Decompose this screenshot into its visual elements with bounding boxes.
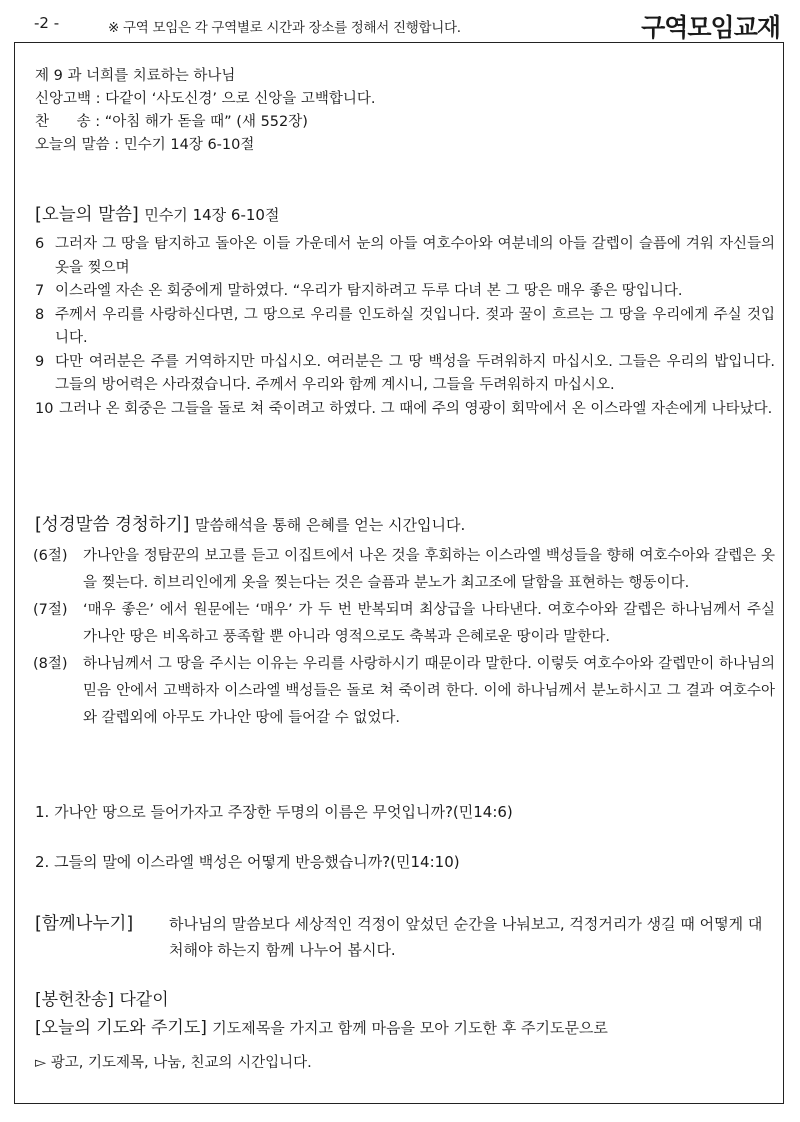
word-text: 민수기 14장 6-10절 xyxy=(123,137,255,153)
commentary-item xyxy=(33,597,775,651)
page-number: -2 - xyxy=(34,14,60,32)
prayer-line xyxy=(35,1013,608,1038)
verse-item xyxy=(35,233,775,280)
sharing-text: 하나님의 말씀보다 세상적인 걱정이 앞섰던 순간을 나눠보고, 걱정거리가 생길 때 어떻게 대처해야 하는지 함께 나누어 봅시다. xyxy=(169,915,763,959)
brand-title: 구역모임교재 xyxy=(641,13,780,42)
hymn-line xyxy=(35,111,376,134)
commentary-text: 하나님께서 그 땅을 주시는 이유는 우리를 사랑하시기 때문이라 말한다. 이렇듯 여호수아와 갈렙만이 하나님의 믿음 안에서 고백하자 이스라엘 백성들은 돌로 쳐 죽이려 한다. 이에 하나님께서 분노하시고 그 결과 여호수아와 갈렙외에 아무도 가나안 땅에 들어갈 수 없었다. xyxy=(83,656,775,726)
scripture-ref: 민수기 14장 6-10절 xyxy=(144,206,280,224)
scripture-heading xyxy=(35,201,279,226)
sharing-section xyxy=(35,911,775,963)
offering-title: [봉헌찬송] xyxy=(35,990,114,1010)
verse-text: 그러나 온 회중은 그들을 돌로 쳐 죽이려고 하였다. 그 때에 주의 영광이 회막에서 온 이스라엘 자손에게 나타났다. xyxy=(59,400,773,417)
commentary-verse: (8절) xyxy=(33,656,68,672)
verse-item xyxy=(35,280,775,304)
word-line xyxy=(35,134,376,157)
sharing-title: [함께나누기] xyxy=(35,914,134,934)
top-bar xyxy=(0,0,800,40)
commentary-list xyxy=(33,543,775,732)
verse-number: 9 xyxy=(35,353,45,370)
offering-line xyxy=(35,985,169,1010)
verse-list xyxy=(35,233,775,421)
content-frame xyxy=(14,42,784,1104)
verse-text: 주께서 우리를 사랑하신다면, 그 땅으로 우리를 인도하실 것입니다. 젖과 꿀이 흐르는 그 땅을 우리에게 주실 것입니다. xyxy=(55,306,775,346)
word-label: 오늘의 말씀 : xyxy=(35,137,120,153)
question-1: 1. 가나안 땅으로 들어가자고 주장한 두명의 이름은 무엇입니까?(민14:6) xyxy=(35,803,513,821)
verse-number: 6 xyxy=(35,236,45,252)
verse-number: 7 xyxy=(35,283,45,299)
prayer-text: 기도제목을 가지고 함께 마음을 모아 기도한 후 주기도문으로 xyxy=(212,1019,608,1037)
hymn-text: “아침 해가 돋을 때” (새 552장) xyxy=(104,114,308,130)
hymn-label: 찬 송 : xyxy=(35,114,101,130)
prayer-title: [오늘의 기도와 주기도] xyxy=(35,1018,207,1038)
commentary-verse: (6절) xyxy=(33,548,68,564)
verse-text: 이스라엘 자손 온 회중에게 말하였다. “우리가 탐지하려고 두루 다녀 본 그 땅은 매우 좋은 땅입니다. xyxy=(55,283,683,299)
announcement-line: ▻ 광고, 기도제목, 나눔, 친교의 시간입니다. xyxy=(35,1055,312,1071)
verse-item xyxy=(35,304,775,351)
verse-number: 10 xyxy=(35,400,54,417)
verse-item xyxy=(35,398,775,422)
commentary-verse: (7절) xyxy=(33,602,68,618)
commentary-text: ‘매우 좋은’ 에서 원문에는 ‘매우’ 가 두 번 반복되며 최상급을 나타낸다. 여호수아와 갈렙은 하나님께서 주실 가나안 땅은 비옥하고 풍족할 뿐 아니라 영적으로도 축복과 은혜로운 땅이라 말한다. xyxy=(83,602,775,645)
creed-line xyxy=(35,88,376,111)
verse-item xyxy=(35,351,775,398)
verse-text: 그러자 그 땅을 탐지하고 돌아온 이들 가운데서 눈의 아들 여호수아와 여분네의 아들 갈렙이 슬픔에 겨워 자신들의 옷을 찢으며 xyxy=(55,236,775,276)
creed-label: 신앙고백 : xyxy=(35,91,101,107)
commentary-item xyxy=(33,543,775,597)
commentary-text: 가나안을 정탐꾼의 보고를 듣고 이집트에서 나온 것을 후회하는 이스라엘 백성들을 향해 여호수아와 갈렙은 옷을 찢는다. 히브리인에게 옷을 찢는다는 것은 슬픔과 분노가 최고조에 달함을 표현하는 행동이다. xyxy=(83,548,775,591)
listening-title: [성경말씀 경청하기] xyxy=(35,515,190,535)
lesson-header xyxy=(35,65,376,157)
lesson-title: 제 9 과 너희를 치료하는 하나님 xyxy=(35,68,236,84)
listening-subtitle: 말씀해석을 통해 은혜를 얻는 시간입니다. xyxy=(195,516,466,534)
meeting-notice: ※ 구역 모임은 각 구역별로 시간과 장소를 정해서 진행합니다. xyxy=(108,20,461,36)
scripture-title: [오늘의 말씀] xyxy=(35,205,139,225)
question-2: 2. 그들의 말에 이스라엘 백성은 어떻게 반응했습니까?(민14:10) xyxy=(35,853,460,871)
verse-text: 다만 여러분은 주를 거역하지만 마십시오. 여러분은 그 땅 백성을 두려워하지 마십시오. 그들은 우리의 밥입니다. 그들의 방어력은 사라졌습니다. 주께서 우리와 함께 계시니, 그들을 두려워하지 마십시오. xyxy=(55,353,775,393)
offering-text: 다같이 xyxy=(119,990,169,1010)
creed-text: 다같이 ‘사도신경’ 으로 신앙을 고백합니다. xyxy=(105,91,376,107)
listening-heading xyxy=(35,511,465,536)
verse-number: 8 xyxy=(35,306,45,323)
commentary-item xyxy=(33,651,775,732)
